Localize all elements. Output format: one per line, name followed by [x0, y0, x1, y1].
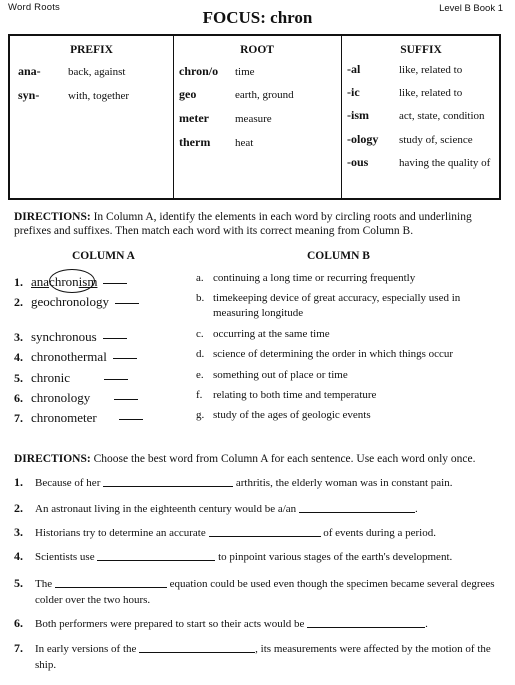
definition-text: timekeeping device of great accuracy, especially used in measuring longitude: [213, 292, 461, 319]
sentence-text: arthritis, the elderly woman was in constant pain.: [233, 477, 453, 489]
definition-text: relating to both time and temperature: [213, 389, 377, 401]
sentence-text: An astronaut living in the eighteenth century would be a/an: [35, 503, 297, 515]
root-meaning: time: [235, 66, 255, 78]
answer-blank[interactable]: [103, 476, 233, 487]
sentence-text: The: [35, 578, 53, 590]
suffix-meaning: act, state, condition: [399, 110, 485, 122]
suffix-row: [347, 85, 462, 100]
item-number: 1.: [14, 275, 23, 289]
page-title: FOCUS: chron: [202, 8, 313, 27]
sentence-item: [14, 474, 504, 491]
answer-blank[interactable]: [97, 550, 215, 561]
column-b-item: [196, 291, 503, 321]
root-meaning: earth, ground: [235, 89, 294, 101]
column-b-item: [196, 408, 496, 423]
directions-label: DIRECTIONS:: [14, 453, 91, 465]
sentence-text: Scientists use: [35, 551, 95, 563]
suffix-row: [347, 62, 462, 77]
column-a-word: chronometer: [31, 410, 97, 425]
column-b-item: [196, 368, 496, 383]
header-right-label: Level B Book 1: [439, 3, 503, 14]
item-number: 6.: [14, 391, 23, 405]
column-a-word: anachronism: [31, 274, 98, 289]
item-number: 5.: [14, 371, 23, 385]
answer-blank[interactable]: [307, 617, 425, 628]
prefix-term: syn-: [18, 88, 40, 102]
suffix-meaning: having the quality of: [399, 157, 491, 169]
root-term: geo: [179, 87, 197, 101]
column-a-word: geochronology: [31, 294, 109, 309]
suffix-underline: ism: [78, 274, 98, 289]
sentence-item: [14, 548, 504, 565]
sentence-text: , its measurements were affected by the motion of the ship.: [35, 643, 491, 671]
item-letter: d.: [196, 348, 205, 360]
root-row: [179, 111, 272, 126]
item-letter: e.: [196, 369, 204, 381]
column-b-item: [196, 388, 496, 403]
column-a-item: [14, 329, 127, 345]
prefix-term: ana-: [18, 64, 41, 78]
column-a-item: [14, 370, 128, 386]
sentence-item: [14, 615, 504, 632]
suffix-term: -ous: [347, 155, 369, 169]
column-b-title: COLUMN B: [307, 250, 370, 262]
answer-blank[interactable]: [209, 526, 321, 537]
column-a-word: chronic: [31, 370, 70, 385]
sentence-item: [14, 524, 504, 541]
suffix-header: SUFFIX: [400, 44, 442, 56]
sentence-text: Both performers were prepared to start so their acts would be: [35, 618, 305, 630]
item-letter: b.: [196, 292, 205, 304]
suffix-row: [347, 132, 473, 147]
definition-text: occurring at the same time: [213, 328, 330, 340]
sentence-text: .: [425, 618, 428, 630]
prefix-row: [18, 88, 129, 103]
prefix-underline: ana: [31, 274, 50, 289]
answer-blank[interactable]: [115, 303, 139, 304]
table-divider: [173, 36, 174, 198]
column-a-word: chronology: [31, 390, 91, 405]
root-term: therm: [179, 135, 211, 149]
sentence-text: Historians try to determine an accurate: [35, 527, 206, 539]
header-left-label: Word Roots: [8, 2, 60, 13]
sentence-text: of events during a period.: [320, 527, 436, 539]
root-row: [179, 135, 253, 150]
column-a-title: COLUMN A: [72, 250, 135, 262]
item-number: 2.: [14, 501, 23, 515]
item-letter: a.: [196, 272, 204, 284]
item-letter: g.: [196, 409, 205, 421]
item-number: 7.: [14, 411, 23, 425]
answer-blank[interactable]: [139, 642, 255, 653]
column-b-item: [196, 327, 496, 342]
suffix-term: -al: [347, 62, 361, 76]
item-number: 4.: [14, 549, 23, 563]
answer-blank[interactable]: [113, 358, 137, 359]
suffix-term: -ic: [347, 85, 360, 99]
suffix-meaning: like, related to: [399, 87, 463, 99]
sentence-text: In early versions of the: [35, 643, 137, 655]
prefix-row: [18, 64, 125, 79]
root-row: [179, 87, 294, 102]
prefix-meaning: with, together: [68, 90, 130, 102]
table-divider: [341, 36, 342, 198]
answer-blank[interactable]: [103, 338, 127, 339]
sentence-item: [14, 640, 505, 673]
answer-blank[interactable]: [103, 283, 127, 284]
item-number: 2.: [14, 295, 23, 309]
word-parts-table: [8, 34, 501, 200]
column-a-word: synchronous: [31, 329, 97, 344]
column-a-word: chronothermal: [31, 349, 107, 364]
prefix-header: PREFIX: [70, 44, 113, 56]
definition-text: study of the ages of geologic events: [213, 409, 371, 421]
column-a-item: [14, 410, 143, 426]
answer-blank[interactable]: [114, 399, 138, 400]
root-meaning: measure: [235, 113, 272, 125]
column-a-item: [14, 294, 139, 310]
item-letter: f.: [196, 389, 203, 401]
definition-text: continuing a long time or recurring frequently: [213, 272, 416, 284]
root-row: [179, 64, 255, 79]
sentence-text: to pinpoint various stages of the earth's development.: [215, 551, 453, 563]
suffix-row: [347, 155, 490, 170]
item-number: 7.: [14, 641, 23, 655]
column-a-item: [14, 274, 127, 290]
suffix-term: -ology: [347, 132, 379, 146]
definition-text: science of determining the order in which things occur: [213, 348, 454, 360]
directions-label: DIRECTIONS:: [14, 211, 91, 223]
item-number: 6.: [14, 616, 23, 630]
prefix-meaning: back, against: [68, 66, 126, 78]
column-b-item: [196, 347, 496, 362]
root-meaning: heat: [235, 137, 254, 149]
sentence-text: .: [414, 503, 418, 515]
suffix-row: [347, 108, 485, 123]
root-term: meter: [179, 111, 209, 125]
item-number: 4.: [14, 350, 23, 364]
root-header: ROOT: [240, 44, 274, 56]
answer-blank[interactable]: [55, 577, 167, 588]
column-a-item: [14, 349, 137, 365]
suffix-meaning: like, related to: [399, 64, 463, 76]
directions-text: In Column A, identify the elements in each word by circling roots and underlining prefixes and suffixes. Then match each word with its correct meaning from Column B.: [14, 211, 472, 237]
answer-blank[interactable]: [119, 419, 143, 420]
directions-text: Choose the best word from Column A for each sentence. Use each word only once.: [90, 453, 476, 465]
root-term: chron/o: [179, 64, 219, 78]
column-a-item: [14, 390, 138, 406]
sentence-text: Because of her: [35, 477, 101, 489]
answer-blank[interactable]: [104, 379, 128, 380]
directions-part2: [14, 452, 506, 466]
answer-blank[interactable]: [299, 502, 415, 513]
item-number: 5.: [14, 576, 23, 590]
suffix-term: -ism: [347, 108, 369, 122]
directions-part1: [14, 210, 506, 238]
item-number: 1.: [14, 475, 23, 489]
sentence-item: [14, 575, 505, 608]
item-number: 3.: [14, 330, 23, 344]
sentence-text: equation could be used even though the specimen became several degrees colder over the two hours.: [35, 578, 495, 606]
sentence-item: [14, 500, 504, 517]
item-letter: c.: [196, 328, 204, 340]
suffix-meaning: study of, science: [399, 134, 473, 146]
definition-text: something out of place or time: [213, 369, 348, 381]
column-b-item: [196, 271, 496, 286]
item-number: 3.: [14, 525, 23, 539]
